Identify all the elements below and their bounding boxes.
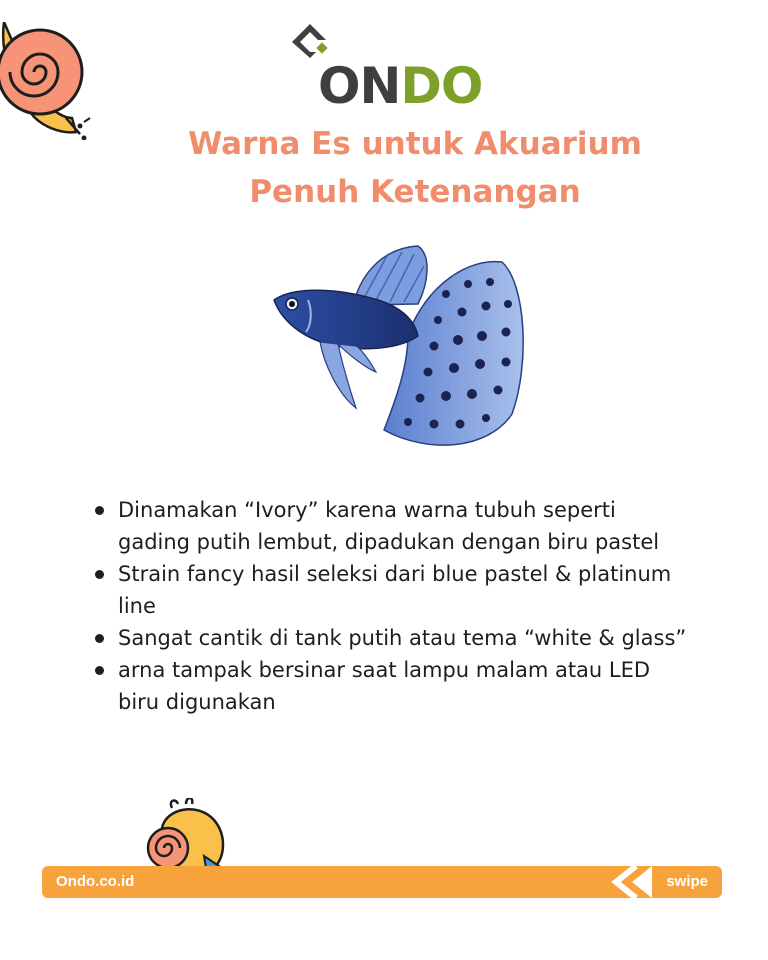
page-title-line1: Warna Es untuk Akuarium bbox=[188, 126, 642, 162]
page-title bbox=[0, 120, 768, 216]
list-item bbox=[92, 558, 692, 622]
page-title-line2: Penuh Ketenangan bbox=[249, 174, 581, 210]
bullet-dot-icon bbox=[95, 506, 104, 515]
feature-list bbox=[92, 494, 692, 718]
list-item-text: Dinamakan “Ivory” karena warna tubuh seperti gading putih lembut, dipadukan dengan biru pastel bbox=[118, 498, 660, 554]
list-item bbox=[92, 654, 692, 718]
brand-wordmark bbox=[318, 56, 482, 116]
footer-website[interactable]: Ondo.co.id bbox=[56, 873, 135, 890]
brand-logo bbox=[288, 22, 488, 115]
bullet-dot-icon bbox=[95, 666, 104, 675]
snail-bottom-illustration bbox=[142, 798, 232, 870]
footer-bar bbox=[42, 866, 722, 898]
chevron-left-icon bbox=[606, 864, 654, 900]
bullet-dot-icon bbox=[95, 634, 104, 643]
list-item-text: Sangat cantik di tank putih atau tema “white & glass” bbox=[118, 626, 687, 650]
brand-name-part2: DO bbox=[400, 57, 483, 115]
swipe-button[interactable]: swipe bbox=[666, 873, 708, 890]
list-item-text: arna tampak bersinar saat lampu malam atau LED biru digunakan bbox=[118, 658, 651, 714]
list-item bbox=[92, 622, 692, 654]
bullet-dot-icon bbox=[95, 570, 104, 579]
brand-name-part1: ON bbox=[318, 57, 401, 115]
list-item bbox=[92, 494, 692, 558]
list-item-text: Strain fancy hasil seleksi dari blue pastel & platinum line bbox=[118, 562, 672, 618]
guppy-fish-illustration bbox=[268, 244, 530, 458]
